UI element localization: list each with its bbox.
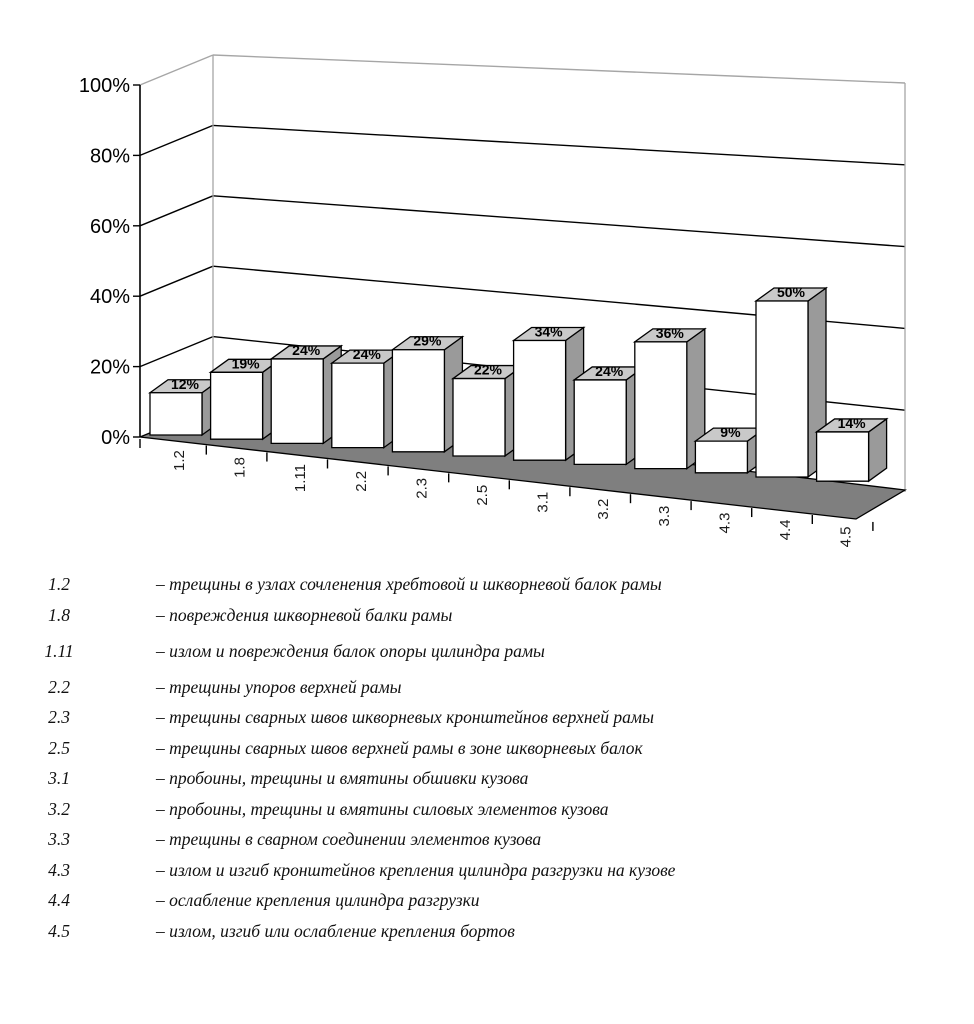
category-label: 2.5: [474, 484, 491, 506]
bar-front-face: [211, 372, 263, 439]
bar-front-face: [392, 350, 444, 452]
category-label: 3.3: [655, 505, 673, 527]
data-label: 22%: [473, 361, 503, 378]
category-label: 2.3: [413, 477, 431, 499]
legend-item-desc: – трещины в сварном соединении элементов кузова: [156, 829, 542, 849]
legend-item: [26, 574, 974, 595]
bar-4.4: [756, 288, 826, 477]
legend-item: [26, 829, 974, 850]
legend-item-code: 2.3: [48, 707, 70, 727]
bar-front-face: [817, 432, 869, 481]
legend-item: [26, 768, 974, 789]
legend-item: [26, 921, 974, 942]
bar-front-face: [514, 341, 566, 461]
legend-item: [26, 890, 974, 911]
legend-item-desc: – трещины сварных швов верхней рамы в зоне шкворневых балок: [156, 737, 643, 758]
legend-item-desc: – повреждения шкворневой балки рамы: [156, 604, 453, 625]
category-label: 1.8: [231, 457, 249, 478]
legend-item-code: 4.4: [48, 890, 70, 910]
value-tick-label: 20%: [89, 356, 130, 379]
bars: [150, 288, 887, 481]
data-label: 24%: [595, 362, 624, 379]
bar-front-face: [332, 363, 384, 447]
category-label: 4.3: [716, 512, 734, 534]
legend-item: [26, 677, 974, 698]
bar-1.11: [271, 346, 341, 443]
data-label: 24%: [292, 341, 321, 358]
legend-item: [26, 860, 974, 881]
legend-item-code: 3.2: [48, 798, 70, 819]
legend-item-code: 1.8: [48, 604, 70, 625]
legend-item: [26, 605, 974, 626]
data-label: 34%: [534, 323, 563, 340]
bar-front-face: [453, 379, 505, 456]
category-label: 3.2: [595, 498, 613, 520]
legend-item-desc: – пробоины, трещины и вмятины силовых элементов кузова: [156, 798, 609, 819]
gridline-left-60: [140, 196, 213, 226]
bar-2.2: [332, 350, 402, 447]
bar-front-face: [756, 301, 808, 477]
data-label: 12%: [170, 375, 200, 392]
category-label: 4.4: [777, 519, 794, 541]
bar-3.3: [635, 329, 705, 469]
category-label: 1.2: [171, 450, 188, 471]
legend-item-code: 4.3: [48, 859, 70, 880]
bar-2.3: [392, 337, 462, 452]
legend-item-code: 3.1: [48, 768, 70, 788]
bar-front-face: [150, 393, 202, 435]
legend-item-code: 1.2: [48, 574, 70, 594]
bar-2.5: [453, 366, 523, 456]
bar-front-face: [271, 359, 323, 443]
bar-front-face: [574, 380, 626, 464]
gridline-back-80: [213, 125, 905, 164]
value-tick-label: 80%: [89, 145, 130, 168]
legend-item-desc: – трещины упоров верхней рамы: [156, 676, 402, 697]
category-label: 4.5: [837, 526, 855, 548]
value-axis: [79, 75, 140, 449]
gridline-back-60: [213, 196, 905, 247]
legend-item-desc: – излом и изгиб кронштейнов крепления цилиндра разгрузки на кузове: [156, 859, 676, 880]
legend-item: [26, 799, 974, 820]
legend-item-code: 2.2: [48, 676, 70, 697]
bar-3.1: [514, 328, 584, 461]
value-tick-label: 40%: [89, 286, 130, 309]
legend-item-desc: – излом, изгиб или ослабление крепления бортов: [156, 920, 515, 941]
data-label: 24%: [352, 346, 381, 363]
data-label: 50%: [776, 284, 806, 300]
legend-item-desc: – трещины в узлах сочленения хребтовой и шкворневой балок рамы: [156, 574, 662, 594]
value-tick-label: 0%: [101, 427, 130, 449]
data-label: 14%: [837, 414, 866, 431]
legend-item-desc: – ослабление крепления цилиндра разгрузки: [156, 890, 480, 910]
category-label: 3.1: [534, 491, 552, 513]
legend-item-code: 1.11: [44, 640, 74, 661]
gridline-left-100: [140, 55, 213, 85]
legend-item: [26, 641, 974, 662]
gridline-back-100: [213, 55, 905, 83]
bar-3.2: [574, 367, 644, 464]
bar-front-face: [695, 441, 747, 473]
category-label: 1.11: [292, 464, 310, 493]
legend-item-desc: – излом и повреждения балок опоры цилиндра рамы: [156, 640, 545, 661]
legend-list: [26, 574, 974, 942]
legend-item-code: 3.3: [48, 829, 70, 849]
data-label: 29%: [413, 332, 442, 349]
value-tick-label: 60%: [89, 215, 130, 238]
legend-item-code: 4.5: [48, 920, 70, 941]
data-label: 9%: [720, 424, 741, 441]
legend-item: [26, 707, 974, 728]
bar-front-face: [635, 342, 687, 469]
gridline-left-20: [140, 337, 213, 367]
gridline-left-40: [140, 266, 213, 296]
gridline-left-80: [140, 125, 213, 155]
legend-item-code: 2.5: [48, 737, 70, 758]
legend-item-desc: – пробоины, трещины и вмятины обшивки кузова: [156, 768, 529, 788]
legend-item: [26, 738, 974, 759]
legend-item-desc: – трещины сварных швов шкворневых кронштейнов верхней рамы: [156, 707, 654, 727]
data-label: 19%: [231, 355, 260, 372]
value-tick-label: 100%: [78, 75, 130, 97]
category-label: 2.2: [352, 470, 370, 492]
data-label: 36%: [655, 324, 684, 341]
